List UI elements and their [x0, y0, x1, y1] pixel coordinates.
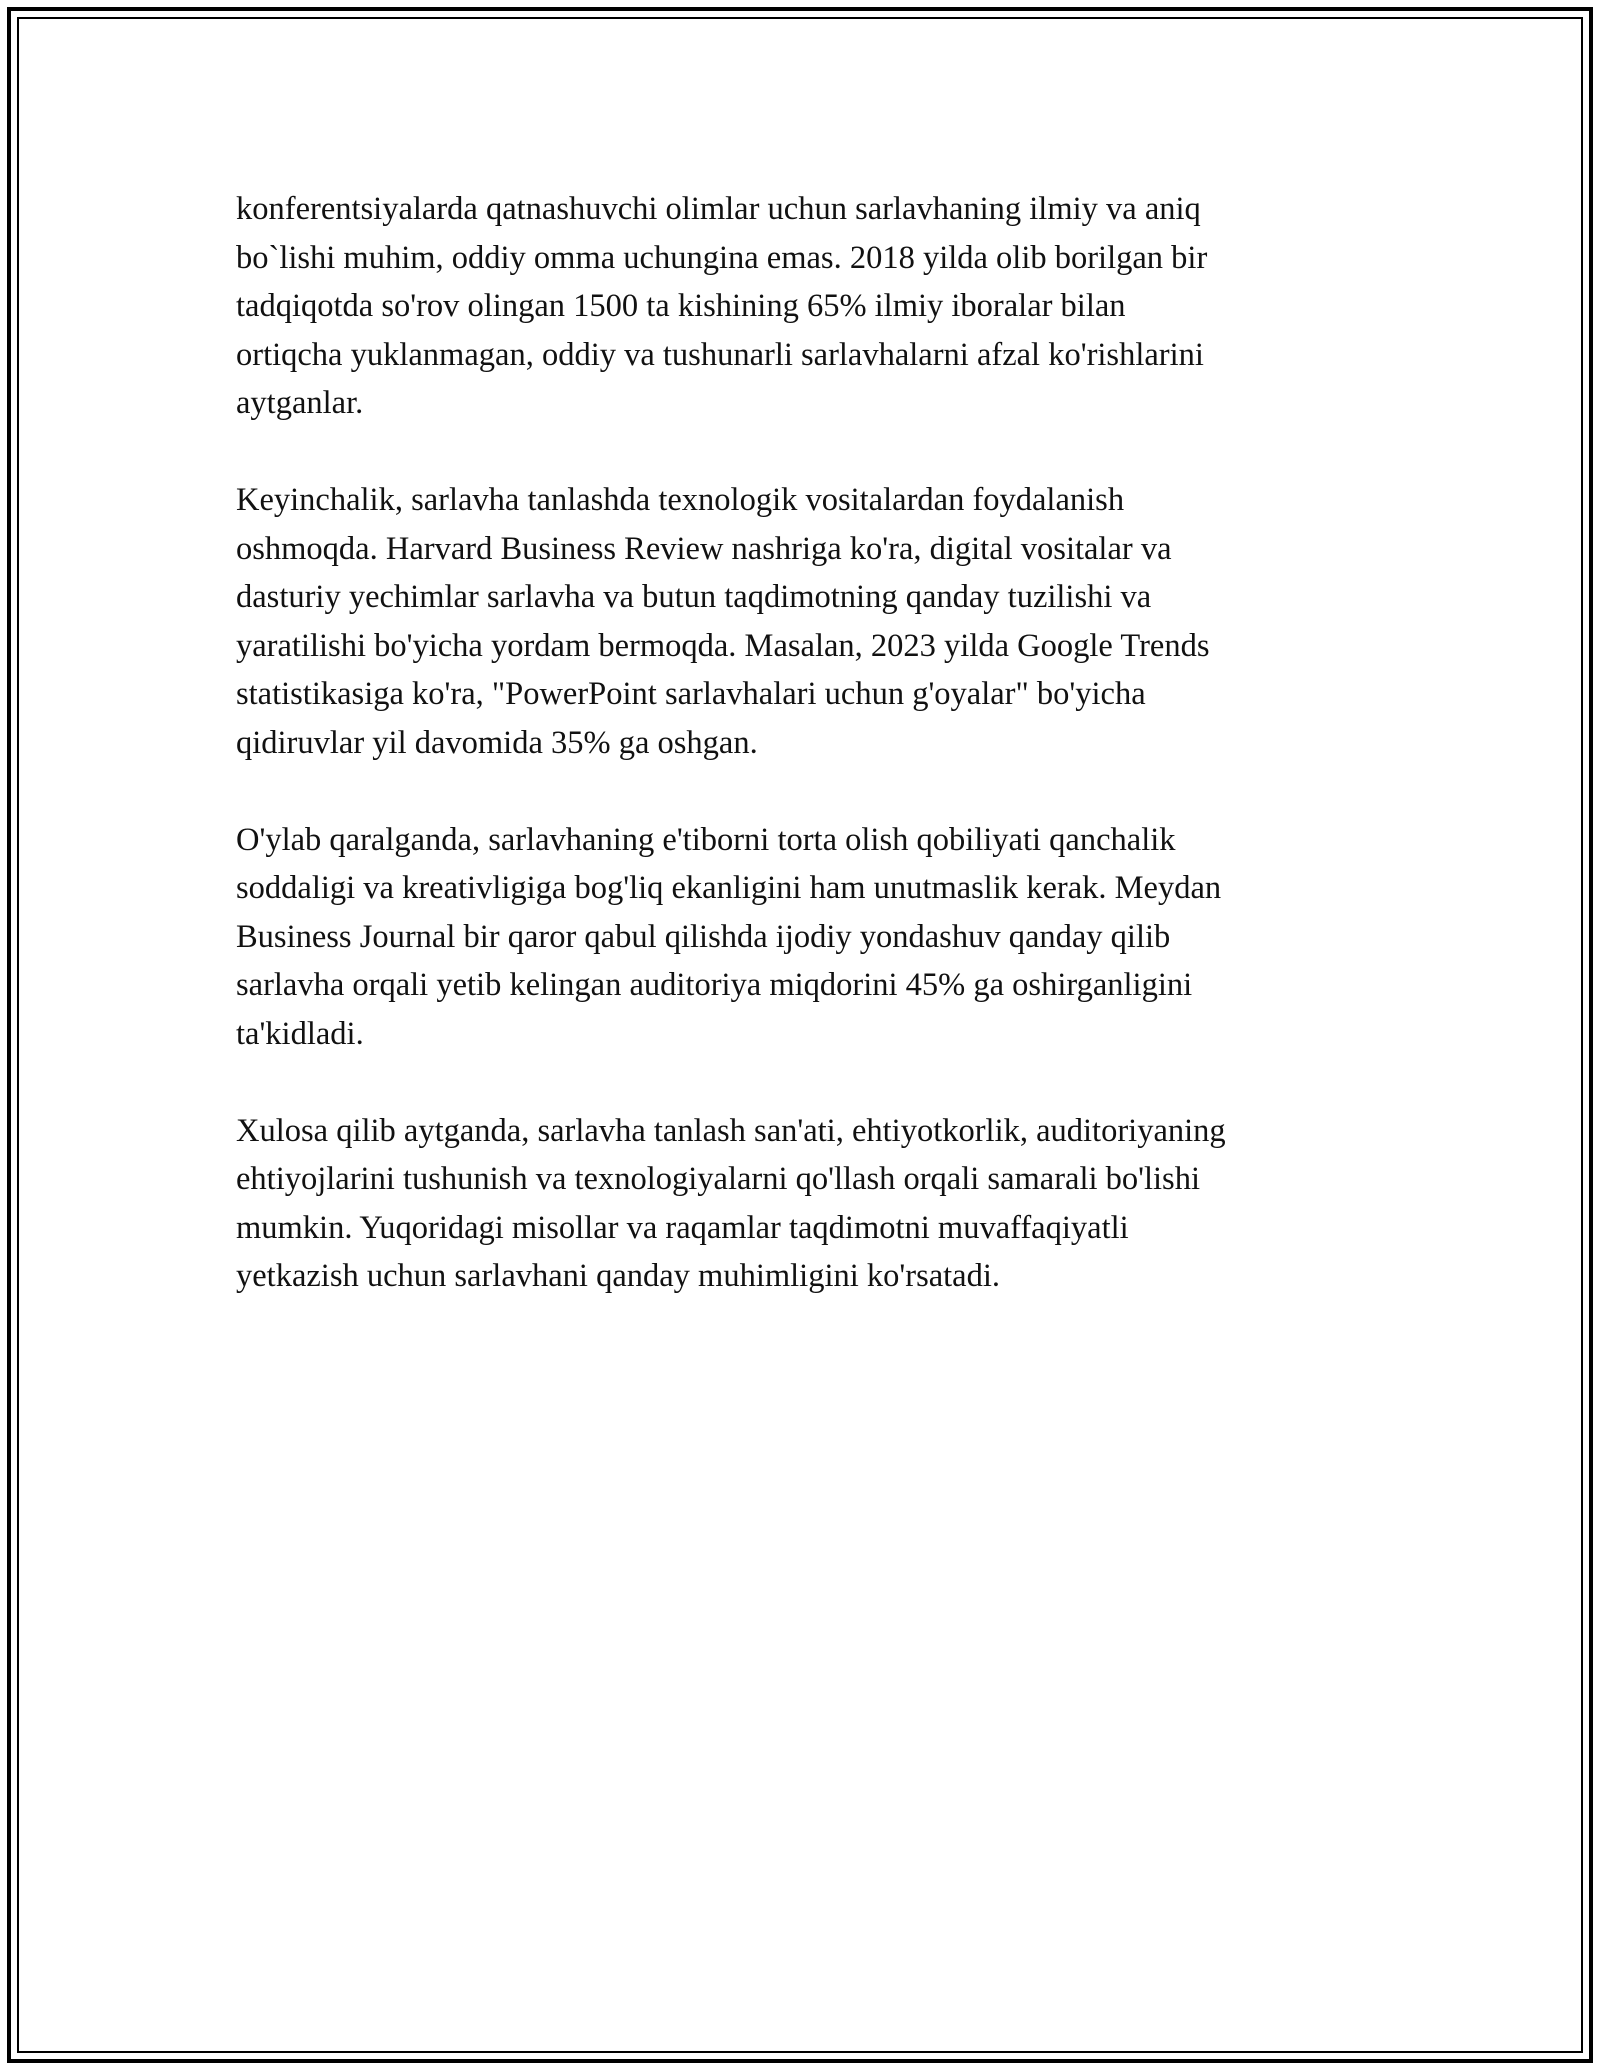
document-body: [236, 185, 1366, 1349]
paragraph-3: O'ylab qaralganda, sarlavhaning e'tiborni torta olish qobiliyati qanchalik soddaligi va kreativligiga bog'liq ekanligini ham unutmaslik kerak. Meydan Business Journal bir qaror qabul qilishda ijodiy yondashuv qanday qilib sarlavha orqali yetib kelingan auditoriya miqdorini 45% ga oshirganligini ta'kidladi.: [236, 821, 1222, 1052]
paragraph-1: konferentsiyalarda qatnashuvchi olimlar uchun sarlavhaning ilmiy va aniq bo`lishi muhim, oddiy omma uchungina emas. 2018 yilda olib borilgan bir tadqiqotda so'rov olingan 1500 ta kishining 65% ilmiy iboralar bilan ortiqcha yuklanmagan, oddiy va tushunarli sarlavhalarni afzal ko'rishlarini aytganlar.: [236, 191, 1208, 421]
paragraph-4: Xulosa qilib aytganda, sarlavha tanlash san'ati, ehtiyotkorlik, auditoriyaning ehtiyojlarini tushunish va texnologiyalarni qo'llash orqali samarali bo'lishi mumkin. Yuqoridagi misollar va raqamlar taqdimotni muvaffaqiyatli yetkazish uchun sarlavhani qanday muhimligini ko'rsatadi.: [236, 1112, 1226, 1294]
paragraph-2: Keyinchalik, sarlavha tanlashda texnologik vositalardan foydalanish oshmoqda. Harvard Business Review nashriga ko'ra, digital vositalar va dasturiy yechimlar sarlavha va butun taqdimotning qanday tuzilishi va yaratilishi bo'yicha yordam bermoqda. Masalan, 2023 yilda Google Trends statistikasiga ko'ra, "PowerPoint sarlavhalari uchun g'oyalar" bo'yicha qidiruvlar yil davomida 35% ga oshgan.: [236, 482, 1210, 761]
